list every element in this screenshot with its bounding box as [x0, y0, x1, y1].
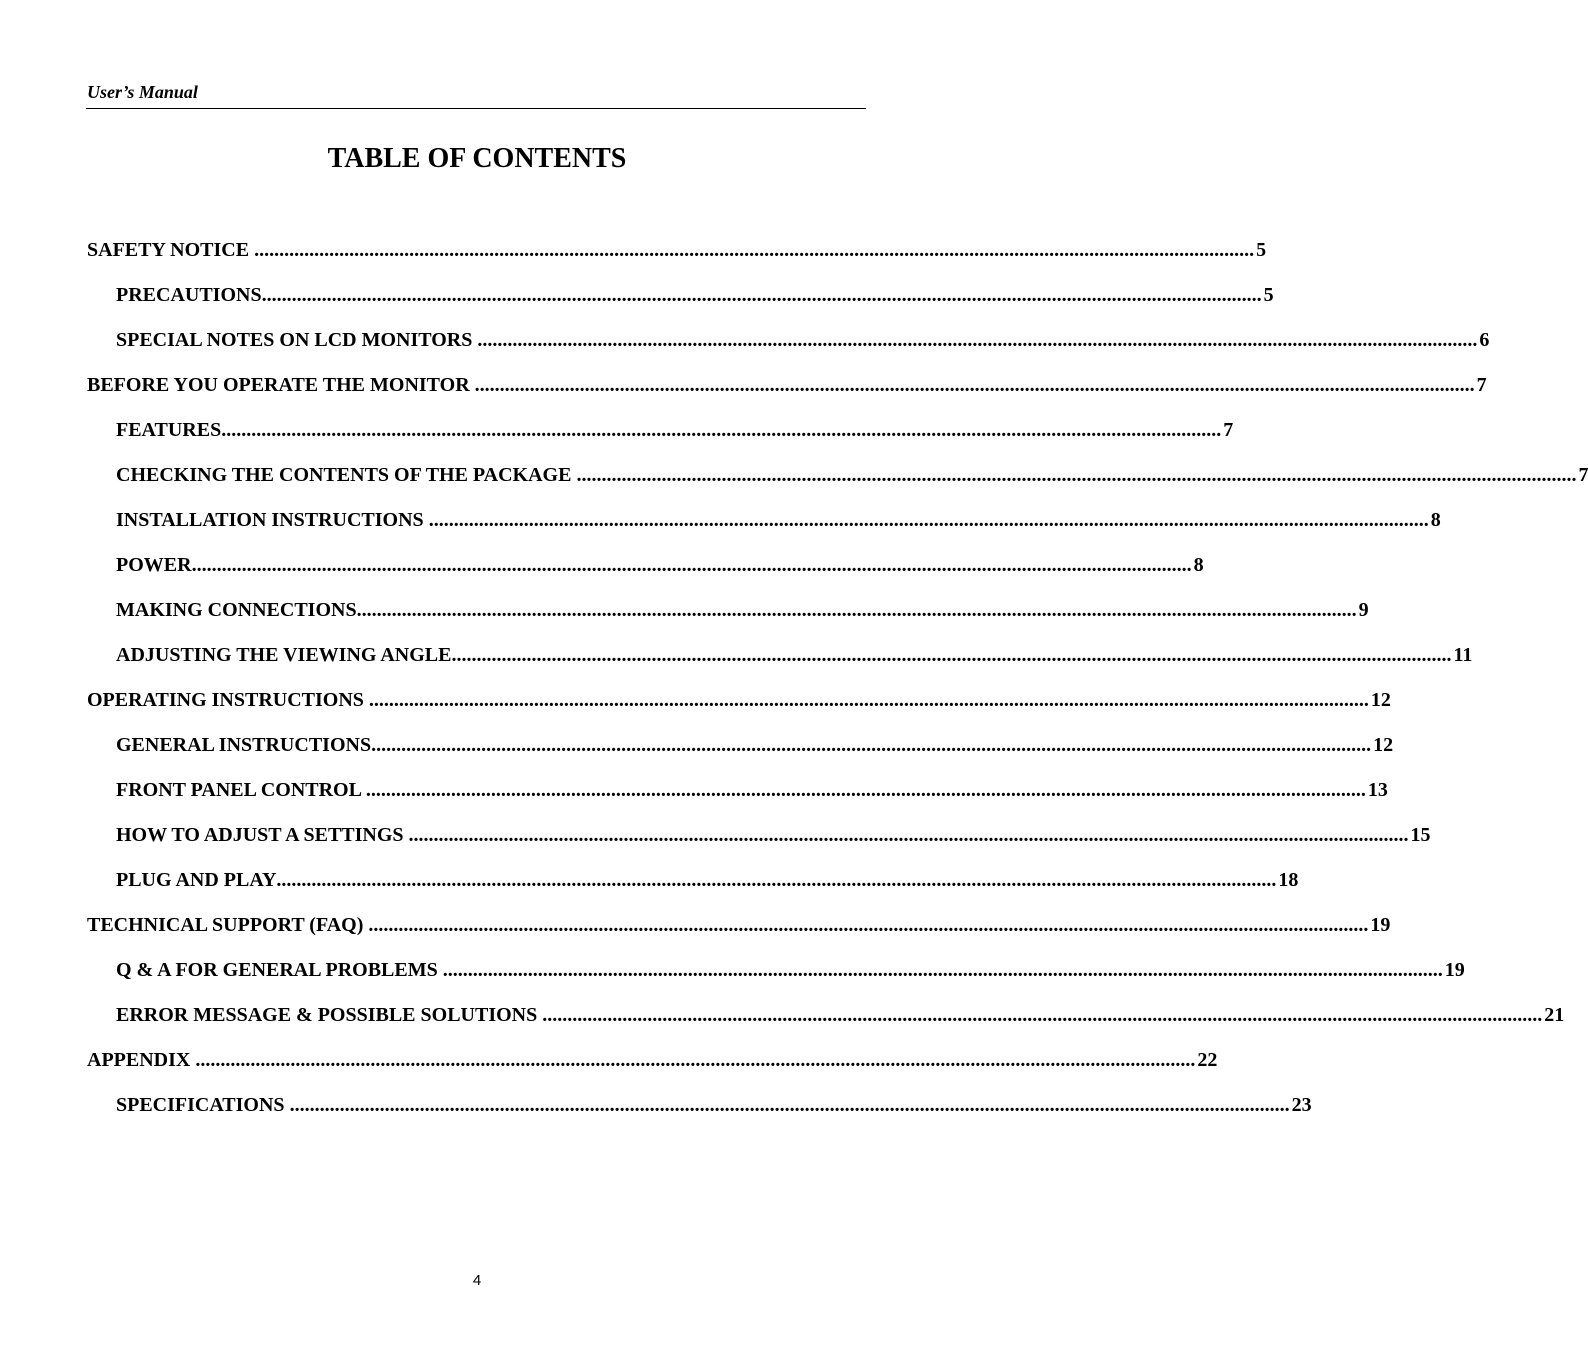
dot-leader: ........................................................................................................................................................................................................ — [195, 1049, 1196, 1071]
dot-leader: ........................................................................................................................................................................................................ — [368, 914, 1369, 936]
toc-entry-label: OPERATING INSTRUCTIONS — [87, 689, 369, 711]
toc-entry[interactable] — [87, 1043, 1218, 1077]
running-header: User’s Manual — [87, 82, 198, 102]
dot-leader: ........................................................................................................................................................................................................ — [477, 329, 1478, 351]
toc-entry-label: Q & A FOR GENERAL PROBLEMS — [116, 959, 443, 981]
toc-entry-label: MAKING CONNECTIONS — [116, 599, 357, 621]
toc-entry-page: 15 — [1410, 824, 1431, 846]
toc-entry-label: GENERAL INSTRUCTIONS — [116, 734, 372, 756]
toc-entry-page: 7 — [1476, 374, 1487, 396]
toc-entry-page: 22 — [1197, 1049, 1218, 1071]
toc-entry-label: SPECIAL NOTES ON LCD MONITORS — [116, 329, 478, 351]
dot-leader: ........................................................................................................................................................................................................ — [371, 734, 1372, 756]
toc-entry[interactable] — [116, 1088, 1312, 1122]
toc-entry[interactable] — [116, 458, 1588, 492]
toc-entry-label: APPENDIX — [87, 1049, 196, 1071]
toc-entry-page: 13 — [1367, 779, 1388, 801]
dot-leader: ........................................................................................................................................................................................................ — [451, 644, 1452, 666]
toc-entry[interactable] — [116, 593, 1369, 627]
dot-leader: ........................................................................................................................................................................................................ — [191, 554, 1192, 576]
toc-entry-page: 12 — [1370, 689, 1391, 711]
toc-entry-page: 11 — [1453, 644, 1473, 666]
page-title: TABLE OF CONTENTS — [327, 143, 627, 174]
toc-entry-label: CHECKING THE CONTENTS OF THE PACKAGE — [116, 464, 577, 486]
toc-entry-page: 19 — [1370, 914, 1391, 936]
toc-entry[interactable] — [116, 323, 1490, 357]
dot-leader: ........................................................................................................................................................................................................ — [542, 1004, 1543, 1026]
toc-entry[interactable] — [116, 773, 1388, 807]
toc-entry-page: 18 — [1278, 869, 1299, 891]
toc-entry[interactable] — [116, 278, 1274, 312]
toc-entry-label: PRECAUTIONS — [116, 284, 262, 306]
header-divider — [86, 108, 866, 109]
dot-leader: ........................................................................................................................................................................................................ — [408, 824, 1409, 846]
toc-entry-page: 19 — [1444, 959, 1465, 981]
dot-leader: ........................................................................................................................................................................................................ — [276, 869, 1277, 891]
toc-entry-label: SPECIFICATIONS — [116, 1094, 290, 1116]
toc-entry-page: 9 — [1358, 599, 1369, 621]
toc-entry[interactable] — [87, 908, 1391, 942]
toc-entry[interactable] — [116, 998, 1565, 1032]
toc-entry[interactable] — [116, 638, 1473, 672]
toc-entry-page: 12 — [1373, 734, 1394, 756]
toc-entry[interactable] — [87, 683, 1391, 717]
toc-entry-label: ERROR MESSAGE & POSSIBLE SOLUTIONS — [116, 1004, 543, 1026]
toc-entry-page: 8 — [1193, 554, 1204, 576]
dot-leader: ........................................................................................................................................................................................................ — [428, 509, 1429, 531]
toc-entry-label: ADJUSTING THE VIEWING ANGLE — [116, 644, 452, 666]
toc-entry-label: TECHNICAL SUPPORT (FAQ) — [87, 914, 369, 936]
dot-leader: ........................................................................................................................................................................................................ — [254, 239, 1255, 261]
toc-entry-page: 21 — [1544, 1004, 1565, 1026]
toc-entry-page: 5 — [1256, 239, 1267, 261]
dot-leader: ........................................................................................................................................................................................................ — [474, 374, 1475, 396]
dot-leader: ........................................................................................................................................................................................................ — [356, 599, 1357, 621]
toc-entry[interactable] — [116, 953, 1465, 987]
toc-entry[interactable] — [116, 728, 1394, 762]
toc-entry-page: 7 — [1223, 419, 1234, 441]
toc-entry[interactable] — [116, 503, 1441, 537]
toc-entry-label: SAFETY NOTICE — [87, 239, 255, 261]
toc-entry[interactable] — [87, 368, 1487, 402]
toc-entry-page: 8 — [1430, 509, 1441, 531]
toc-entry-page: 23 — [1291, 1094, 1312, 1116]
toc-entry-label: POWER — [116, 554, 192, 576]
dot-leader: ........................................................................................................................................................................................................ — [289, 1094, 1290, 1116]
toc-entry-label: FRONT PANEL CONTROL — [116, 779, 366, 801]
toc-entry-label: INSTALLATION INSTRUCTIONS — [116, 509, 429, 531]
toc-entry-label: HOW TO ADJUST A SETTINGS — [116, 824, 409, 846]
dot-leader: ........................................................................................................................................................................................................ — [576, 464, 1577, 486]
toc-entry-page: 6 — [1479, 329, 1490, 351]
toc-entry-label: FEATURES — [116, 419, 222, 441]
toc-entry[interactable] — [116, 818, 1431, 852]
dot-leader: ........................................................................................................................................................................................................ — [442, 959, 1443, 981]
toc-entry-page: 5 — [1263, 284, 1274, 306]
dot-leader: ........................................................................................................................................................................................................ — [261, 284, 1262, 306]
dot-leader: ........................................................................................................................................................................................................ — [368, 689, 1369, 711]
toc-entry-page: 7 — [1578, 464, 1588, 486]
toc-entry-label: PLUG AND PLAY — [116, 869, 277, 891]
toc-entry[interactable] — [116, 413, 1234, 447]
toc-entry-label: BEFORE YOU OPERATE THE MONITOR — [87, 374, 475, 396]
dot-leader: ........................................................................................................................................................................................................ — [221, 419, 1222, 441]
page-number: 4 — [472, 1272, 482, 1289]
dot-leader: ........................................................................................................................................................................................................ — [365, 779, 1366, 801]
toc-entry[interactable] — [116, 863, 1299, 897]
toc-entry[interactable] — [87, 233, 1267, 267]
toc-entry[interactable] — [116, 548, 1204, 582]
